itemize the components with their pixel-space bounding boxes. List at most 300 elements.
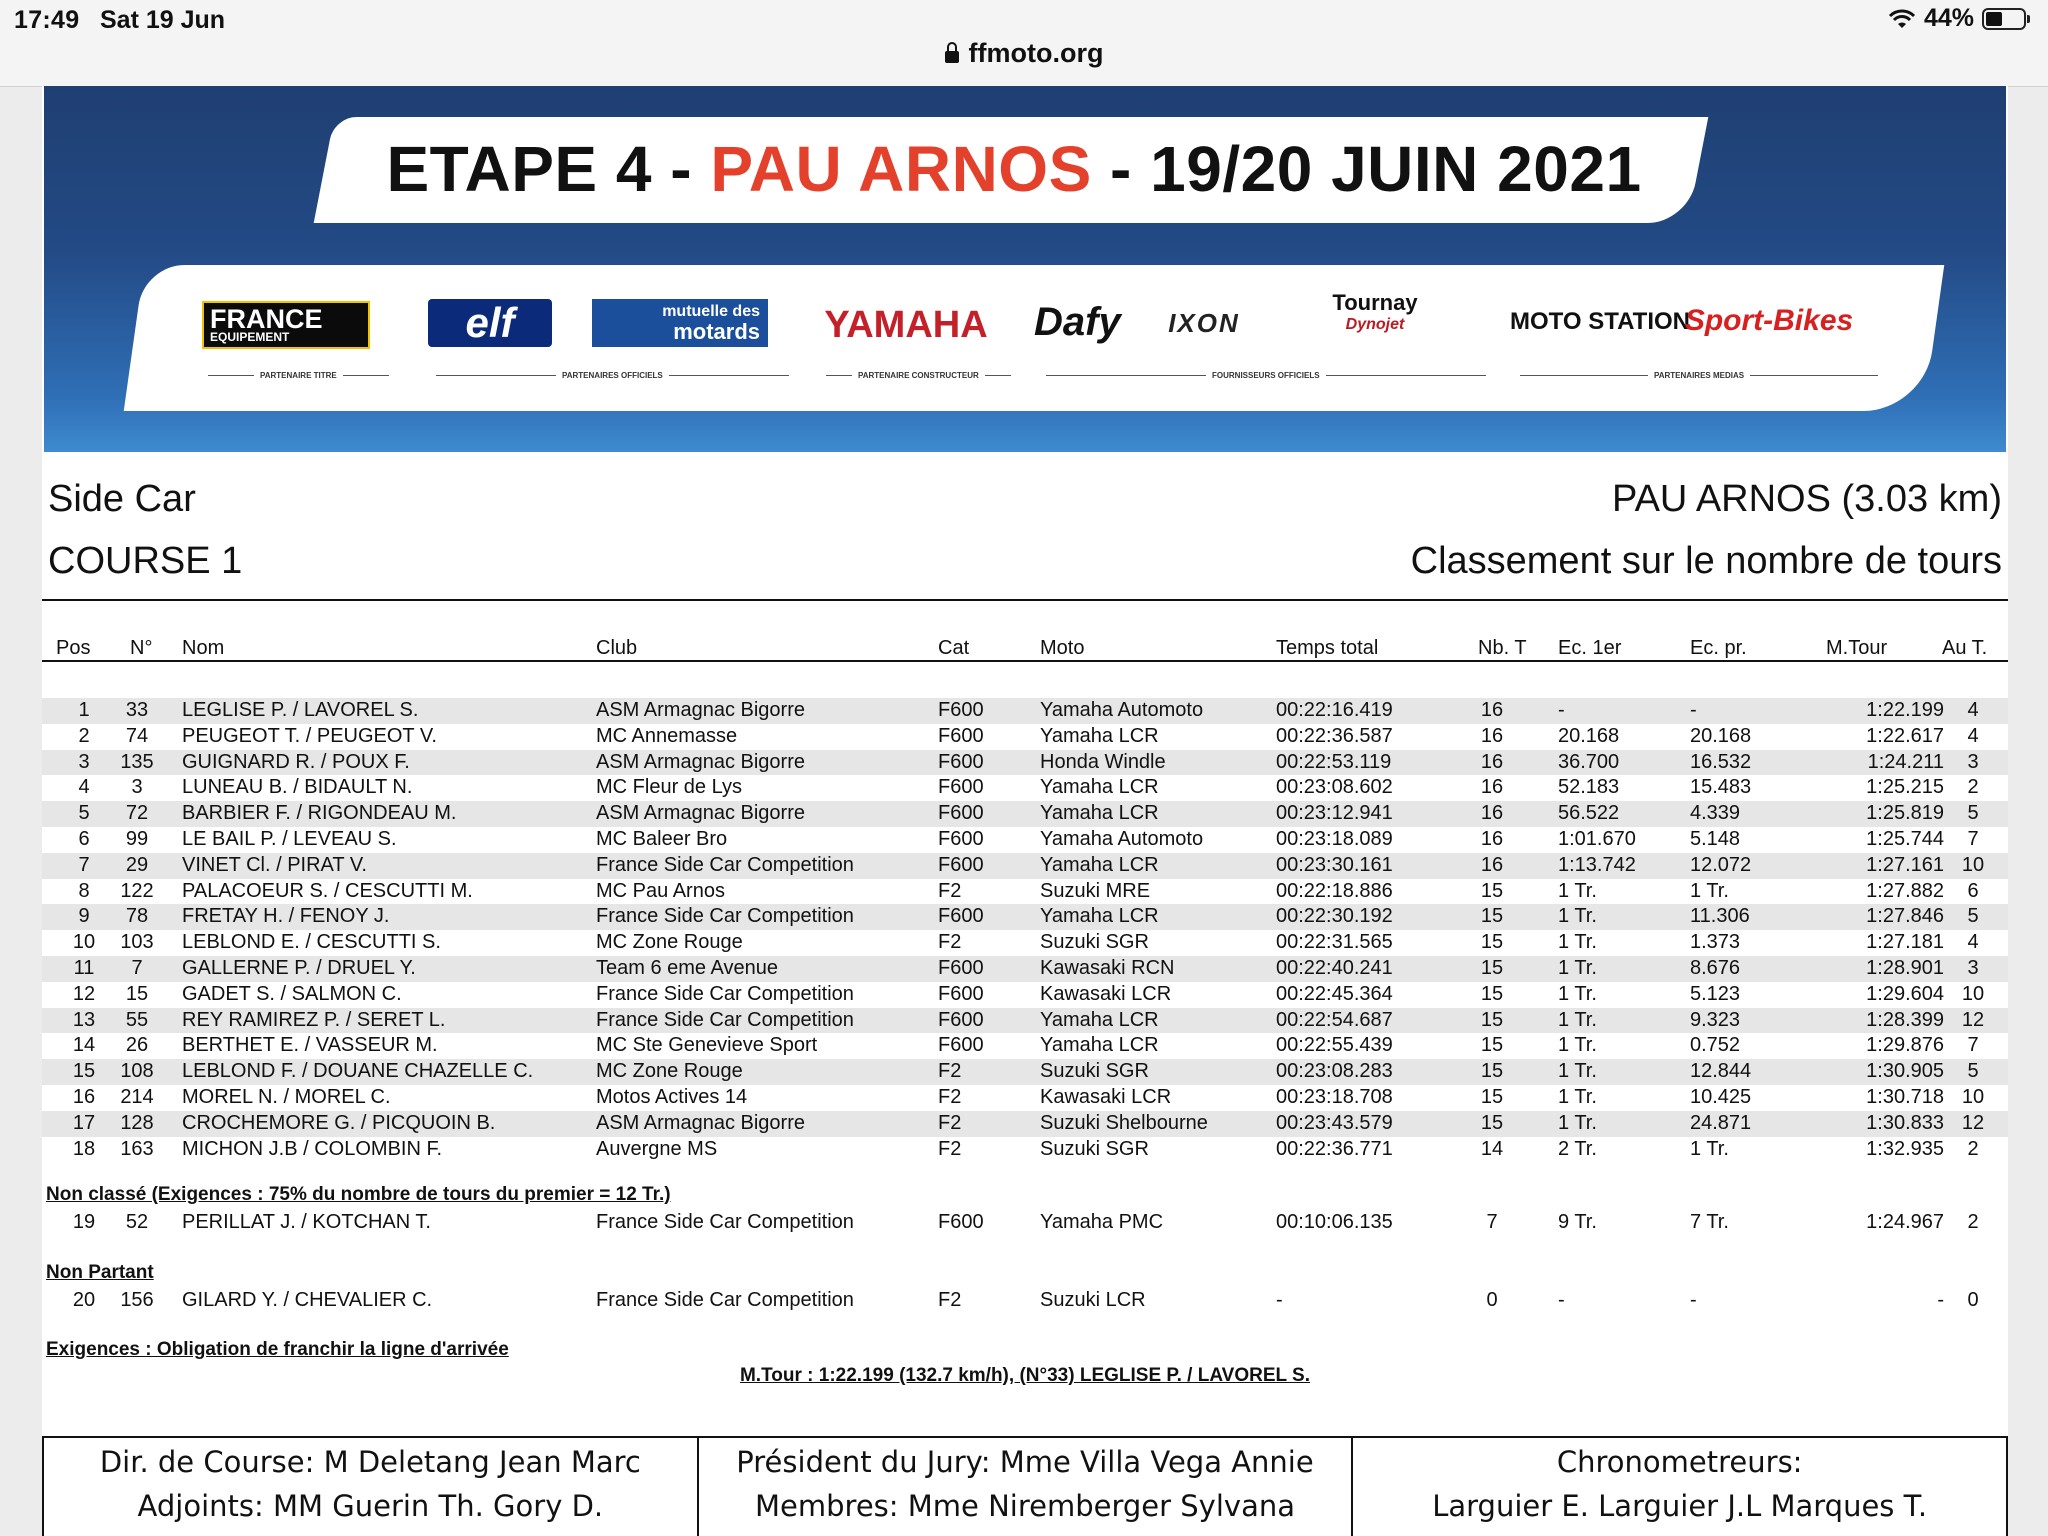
table-row — [42, 853, 2008, 879]
cell-gap-first: 1:13.742 — [1558, 853, 1636, 876]
cell-pos: 14 — [72, 1034, 96, 1057]
exigences-note: Exigences : Obligation de franchir la ligne d'arrivée — [46, 1339, 509, 1360]
cell-number: 52 — [125, 1211, 149, 1233]
cell-best-lap: 1:22.199 — [1866, 699, 1944, 721]
cell-best-lap: 1:29.604 — [1866, 982, 1944, 1005]
cell-category: F600 — [938, 1211, 984, 1233]
official-line: Chronometreurs: — [1556, 1445, 1803, 1479]
cell-laps: 15 — [1480, 1008, 1504, 1031]
col-best-lap-number: Au T. — [1942, 637, 1988, 659]
cell-gap-previous: 15.483 — [1690, 776, 1752, 799]
cell-laps: 16 — [1480, 750, 1504, 773]
cell-club: ASM Armagnac Bigorre — [596, 750, 805, 773]
cell-gap-previous: 5.148 — [1690, 828, 1741, 850]
event-banner — [44, 86, 2006, 452]
cell-best-lap-number: 4 — [1967, 699, 1979, 721]
cell-gap-previous: 9.323 — [1690, 1008, 1741, 1031]
cell-best-lap-number: 5 — [1967, 1060, 1979, 1083]
cell-best-lap: 1:27.882 — [1866, 879, 1944, 902]
cell-laps: 15 — [1480, 931, 1504, 954]
cell-moto: Yamaha Automoto — [1040, 699, 1204, 721]
cell-gap-previous: 16.532 — [1690, 750, 1752, 773]
table-row — [42, 801, 2008, 827]
ranking-type: Classement sur le nombre de tours — [1410, 540, 2002, 582]
cell-name: LEGLISE P. / LAVOREL S. — [182, 699, 419, 721]
date: Sat 19 Jun — [100, 6, 226, 34]
cell-gap-previous: 4.339 — [1690, 802, 1741, 825]
cell-pos: 7 — [78, 853, 90, 876]
cell-laps: 15 — [1480, 1060, 1504, 1083]
table-row — [42, 1288, 2008, 1314]
cell-laps: 7 — [1486, 1211, 1498, 1233]
cell-number: 135 — [120, 750, 154, 773]
cell-gap-first: - — [1558, 699, 1565, 721]
caption-official-suppliers: FOURNISSEURS OFFICIELS — [1040, 371, 1470, 380]
cell-best-lap-number: 7 — [1967, 828, 1979, 850]
cell-name: LE BAIL P. / LEVEAU S. — [182, 828, 397, 850]
non-partant-label: Non Partant — [46, 1262, 154, 1283]
sponsor-dafy-logo: Dafy — [1034, 300, 1121, 344]
cell-number: 214 — [120, 1086, 154, 1108]
cell-number: 7 — [131, 957, 143, 979]
cell-best-lap: 1:25.744 — [1866, 828, 1944, 850]
cell-moto: Suzuki SGR — [1040, 931, 1149, 954]
cell-name: GADET S. / SALMON C. — [182, 982, 402, 1005]
col-name: Nom — [182, 637, 225, 659]
cell-laps: 16 — [1480, 802, 1504, 825]
cell-total-time: 00:23:12.941 — [1276, 802, 1393, 825]
cell-best-lap: 1:32.935 — [1866, 1137, 1944, 1160]
cell-pos: 12 — [72, 982, 96, 1005]
results-table-header — [42, 634, 2008, 662]
cell-number: 122 — [120, 879, 154, 902]
cell-number: 74 — [125, 724, 149, 747]
cell-pos: 1 — [78, 699, 90, 721]
cell-total-time: 00:22:53.119 — [1276, 750, 1392, 773]
cell-pos: 8 — [78, 879, 90, 902]
title-dates: - 19/20 JUIN 2021 — [1091, 133, 1642, 205]
cell-total-time: 00:22:36.587 — [1276, 724, 1393, 747]
cell-best-lap-number: 2 — [1967, 1137, 1979, 1160]
caption-media-partners: PARTENAIRES MEDIAS — [1514, 371, 1854, 380]
col-gap-previous: Ec. pr. — [1690, 637, 1747, 659]
cell-best-lap-number: 3 — [1967, 750, 1979, 773]
event-title — [344, 132, 1684, 206]
cell-category: F600 — [938, 776, 984, 799]
circuit-title: PAU ARNOS (3.03 km) — [1612, 478, 2002, 520]
cell-best-lap-number: 10 — [1961, 853, 1985, 876]
cell-total-time: 00:22:36.771 — [1276, 1137, 1393, 1160]
cell-name: FRETAY H. / FENOY J. — [182, 905, 390, 928]
table-header-divider — [42, 660, 2008, 662]
table-row — [42, 724, 2008, 750]
cell-gap-previous: 1.373 — [1690, 931, 1741, 954]
cell-best-lap: 1:28.901 — [1866, 957, 1944, 979]
cell-moto: Yamaha Automoto — [1040, 828, 1204, 850]
cell-club: France Side Car Competition — [596, 1289, 854, 1311]
sponsor-moto-station-logo: MOTO STATION — [1510, 308, 1690, 335]
cell-best-lap-number: 10 — [1961, 982, 1985, 1005]
cell-club: France Side Car Competition — [596, 853, 854, 876]
col-club: Club — [596, 637, 638, 659]
col-number: N° — [130, 637, 153, 659]
cell-club: MC Ste Genevieve Sport — [596, 1034, 818, 1057]
title-venue: PAU ARNOS — [710, 133, 1092, 205]
cell-best-lap: 1:27.181 — [1866, 931, 1944, 954]
cell-number: 3 — [131, 776, 143, 799]
cell-laps: 16 — [1480, 724, 1504, 747]
sponsor-yamaha-logo: YAMAHA — [824, 304, 988, 346]
results-page — [42, 86, 2008, 1536]
cell-best-lap-number: 10 — [1961, 1086, 1985, 1108]
cell-name: GILARD Y. / CHEVALIER C. — [182, 1289, 433, 1311]
cell-best-lap: 1:30.905 — [1866, 1060, 1944, 1083]
cell-category: F600 — [938, 750, 984, 773]
cell-category: F2 — [938, 1086, 962, 1108]
cell-laps: 16 — [1480, 776, 1504, 799]
official-line: Membres: Mme Niremberger Sylvana — [755, 1489, 1295, 1523]
cell-moto: Suzuki LCR — [1040, 1289, 1146, 1311]
official-line: Adjoints: MM Guerin Th. Gory D. — [137, 1489, 604, 1523]
cell-best-lap: 1:28.399 — [1866, 1008, 1944, 1031]
cell-pos: 11 — [73, 957, 95, 979]
officials-table — [42, 1436, 2008, 1536]
url-text: ffmoto.org — [968, 38, 1104, 68]
table-row — [42, 1059, 2008, 1085]
cell-category: F2 — [938, 931, 962, 954]
table-row — [42, 1085, 2008, 1111]
cell-gap-first: 52.183 — [1558, 776, 1620, 799]
cell-best-lap-number: 3 — [1967, 957, 1979, 979]
cell-moto: Suzuki Shelbourne — [1040, 1111, 1208, 1134]
col-moto: Moto — [1040, 637, 1085, 659]
cell-number: 26 — [125, 1034, 149, 1057]
table-row — [42, 1008, 2008, 1034]
cell-best-lap-number: 12 — [1961, 1008, 1985, 1031]
cell-moto: Yamaha LCR — [1040, 724, 1159, 747]
cell-best-lap-number: 2 — [1967, 1211, 1979, 1233]
cell-number: 29 — [125, 853, 149, 876]
cell-category: F2 — [938, 1289, 962, 1311]
cell-club: MC Fleur de Lys — [596, 776, 742, 799]
col-category: Cat — [938, 637, 970, 659]
cell-gap-first: 56.522 — [1558, 802, 1620, 825]
cell-club: MC Annemasse — [596, 724, 738, 747]
cell-category: F600 — [938, 1034, 984, 1057]
cell-total-time: 00:22:31.565 — [1276, 931, 1393, 954]
cell-number: 15 — [125, 982, 149, 1005]
best-lap-note: M.Tour : 1:22.199 (132.7 km/h), (N°33) LEGLISE P. / LAVOREL S. — [739, 1365, 1310, 1386]
cell-number: 108 — [120, 1060, 154, 1083]
cell-category: F600 — [938, 1008, 984, 1031]
cell-name: LEBLOND F. / DOUANE CHAZELLE C. — [182, 1060, 534, 1083]
caption-title-partner: PARTENAIRE TITRE — [202, 371, 372, 380]
table-row — [42, 904, 2008, 930]
col-gap-first: Ec. 1er — [1558, 637, 1622, 659]
cell-total-time: 00:22:55.439 — [1276, 1034, 1393, 1057]
cell-club: ASM Armagnac Bigorre — [596, 699, 805, 721]
table-row — [42, 827, 2008, 853]
table-row — [42, 698, 2008, 724]
cell-pos: 3 — [78, 750, 90, 773]
cell-best-lap-number: 12 — [1961, 1111, 1985, 1134]
cell-laps: 15 — [1480, 1111, 1504, 1134]
sponsor-elf-logo: elf — [428, 299, 552, 347]
cell-best-lap: 1:30.718 — [1866, 1086, 1944, 1108]
cell-name: PERILLAT J. / KOTCHAN T. — [182, 1211, 431, 1233]
cell-gap-previous: 11.306 — [1690, 905, 1750, 928]
cell-pos: 18 — [72, 1137, 96, 1160]
cell-pos: 6 — [78, 828, 90, 850]
table-row — [42, 982, 2008, 1008]
cell-moto: Yamaha LCR — [1040, 1008, 1159, 1031]
cell-moto: Yamaha LCR — [1040, 905, 1159, 928]
cell-club: Auvergne MS — [596, 1137, 718, 1160]
cell-total-time: 00:23:43.579 — [1276, 1111, 1393, 1134]
cell-best-lap: 1:27.161 — [1866, 853, 1944, 876]
cell-club: France Side Car Competition — [596, 1211, 854, 1233]
cell-number: 78 — [125, 905, 149, 928]
cell-number: 99 — [125, 828, 149, 850]
cell-best-lap: 1:29.876 — [1866, 1034, 1944, 1057]
cell-gap-first: - — [1558, 1289, 1565, 1311]
cell-gap-first: 1 Tr. — [1558, 1008, 1597, 1031]
cell-name: BERTHET E. / VASSEUR M. — [182, 1034, 438, 1057]
cell-total-time: 00:23:08.602 — [1276, 776, 1393, 799]
officials-race-direction — [44, 1438, 699, 1536]
table-row — [42, 775, 2008, 801]
cell-laps: 15 — [1480, 905, 1504, 928]
cell-laps: 15 — [1480, 879, 1504, 902]
cell-laps: 16 — [1480, 828, 1504, 850]
cell-moto: Yamaha LCR — [1040, 776, 1159, 799]
caption-manufacturer-partner: PARTENAIRE CONSTRUCTEUR — [820, 371, 992, 380]
cell-best-lap: 1:30.833 — [1866, 1111, 1944, 1134]
cell-pos: 13 — [72, 1008, 96, 1031]
cell-category: F2 — [938, 1137, 962, 1160]
cell-number: 33 — [125, 699, 149, 721]
cell-name: GUIGNARD R. / POUX F. — [182, 750, 410, 773]
col-pos: Pos — [56, 637, 91, 659]
cell-moto: Kawasaki LCR — [1040, 1086, 1172, 1108]
cell-moto: Yamaha LCR — [1040, 1034, 1159, 1057]
cell-total-time: 00:10:06.135 — [1276, 1211, 1393, 1233]
cell-best-lap: 1:24.211 — [1867, 750, 1944, 773]
cell-club: MC Pau Arnos — [596, 879, 725, 902]
cell-pos: 15 — [72, 1060, 96, 1083]
table-row — [42, 750, 2008, 776]
battery-level — [1986, 12, 2002, 26]
cell-club: Team 6 eme Avenue — [596, 957, 778, 979]
cell-pos: 10 — [72, 931, 96, 954]
cell-name: BARBIER F. / RIGONDEAU M. — [182, 802, 457, 825]
cell-best-lap: 1:25.819 — [1866, 802, 1944, 825]
sponsor-tournay-dynojet-logo: Tournay Dynojet — [1332, 290, 1418, 333]
sponsor-france-equipement-logo: FRANCE EQUIPEMENT — [202, 301, 370, 349]
cell-category: F600 — [938, 853, 984, 876]
cell-category: F600 — [938, 982, 984, 1005]
cell-pos: 2 — [78, 724, 90, 747]
cell-club: France Side Car Competition — [596, 905, 854, 928]
caption-official-partners: PARTENAIRES OFFICIELS — [430, 371, 770, 380]
cell-club: ASM Armagnac Bigorre — [596, 802, 805, 825]
cell-gap-first: 1 Tr. — [1558, 1111, 1597, 1134]
cell-name: PALACOEUR S. / CESCUTTI M. — [182, 879, 473, 902]
officials-jury — [699, 1438, 1354, 1536]
cell-name: MICHON J.B / COLOMBIN F. — [182, 1137, 443, 1160]
wifi-icon — [1888, 8, 1916, 30]
cell-number: 55 — [125, 1008, 149, 1031]
cell-number: 128 — [120, 1111, 154, 1134]
category-title: Side Car — [48, 478, 196, 520]
cell-moto: Honda Windle — [1040, 750, 1166, 773]
title-prefix: ETAPE 4 - — [386, 133, 711, 205]
cell-best-lap: 1:24.967 — [1866, 1211, 1944, 1233]
cell-club: MC Zone Rouge — [596, 1060, 743, 1083]
table-row — [42, 1137, 2008, 1163]
address-bar[interactable] — [0, 38, 2048, 69]
sponsor-ixon-logo: IXON — [1168, 308, 1240, 338]
cell-gap-previous: 5.123 — [1690, 982, 1741, 1005]
cell-number: 163 — [120, 1137, 154, 1160]
cell-total-time: 00:22:40.241 — [1276, 957, 1393, 979]
cell-club: France Side Car Competition — [596, 982, 854, 1005]
cell-laps: 15 — [1480, 957, 1504, 979]
cell-moto: Yamaha LCR — [1040, 802, 1159, 825]
cell-moto: Kawasaki RCN — [1040, 957, 1175, 979]
cell-moto: Suzuki SGR — [1040, 1137, 1149, 1160]
official-line: Larguier E. Larguier J.L Marques T. — [1432, 1489, 1928, 1523]
cell-category: F600 — [938, 699, 984, 721]
cell-gap-previous: 8.676 — [1690, 957, 1741, 979]
cell-pos: 4 — [78, 776, 90, 799]
cell-total-time: 00:22:45.364 — [1276, 982, 1393, 1005]
cell-gap-first: 1 Tr. — [1558, 1060, 1597, 1083]
cell-category: F600 — [938, 724, 984, 747]
cell-gap-previous: 7 Tr. — [1690, 1211, 1729, 1233]
cell-best-lap: 1:22.617 — [1866, 724, 1944, 747]
cell-name: PEUGEOT T. / PEUGEOT V. — [182, 724, 437, 747]
cell-club: MC Baleer Bro — [596, 828, 728, 850]
cell-club: ASM Armagnac Bigorre — [596, 1111, 805, 1134]
cell-laps: 15 — [1480, 1086, 1504, 1108]
cell-number: 72 — [125, 802, 149, 825]
cell-gap-first: 2 Tr. — [1558, 1137, 1597, 1160]
cell-gap-first: 36.700 — [1558, 750, 1620, 773]
cell-best-lap-number: 5 — [1967, 802, 1979, 825]
cell-laps: 15 — [1480, 982, 1504, 1005]
cell-gap-first: 9 Tr. — [1558, 1211, 1597, 1233]
cell-gap-previous: 10.425 — [1690, 1086, 1752, 1108]
cell-category: F2 — [938, 1111, 962, 1134]
cell-gap-first: 1 Tr. — [1558, 982, 1597, 1005]
col-total-time: Temps total — [1276, 637, 1379, 659]
cell-moto: Yamaha PMC — [1040, 1211, 1164, 1233]
cell-best-lap-number: 4 — [1967, 931, 1979, 954]
cell-total-time: 00:22:18.886 — [1276, 879, 1393, 902]
sponsor-mutuelle-motards-logo: mutuelle des motards — [592, 299, 768, 347]
cell-total-time: 00:22:54.687 — [1276, 1008, 1393, 1031]
cell-gap-first: 1 Tr. — [1558, 879, 1597, 902]
cell-best-lap-number: 5 — [1967, 905, 1979, 928]
official-line: Président du Jury: Mme Villa Vega Annie — [736, 1445, 1314, 1479]
cell-gap-first: 1:01.670 — [1558, 828, 1636, 850]
cell-gap-previous: 0.752 — [1690, 1034, 1741, 1057]
cell-best-lap-number: 4 — [1967, 724, 1979, 747]
battery-percent: 44% — [1923, 4, 1974, 32]
cell-gap-previous: 20.168 — [1690, 724, 1752, 747]
cell-best-lap-number: 0 — [1967, 1289, 1979, 1311]
cell-name: LUNEAU B. / BIDAULT N. — [182, 776, 413, 799]
cell-total-time: 00:23:08.283 — [1276, 1060, 1393, 1083]
cell-gap-first: 1 Tr. — [1558, 905, 1597, 928]
cell-best-lap: - — [1937, 1289, 1944, 1311]
table-row — [42, 1210, 2008, 1236]
cell-name: MOREL N. / MOREL C. — [182, 1086, 391, 1108]
cell-club: MC Zone Rouge — [596, 931, 743, 954]
cell-number: 103 — [120, 931, 154, 954]
cell-gap-previous: 1 Tr. — [1690, 1137, 1729, 1160]
cell-moto: Kawasaki LCR — [1040, 982, 1172, 1005]
cell-gap-previous: 1 Tr. — [1690, 879, 1729, 902]
cell-moto: Yamaha LCR — [1040, 853, 1159, 876]
cell-category: F2 — [938, 1060, 962, 1083]
cell-gap-previous: - — [1690, 1289, 1697, 1311]
official-line: Dir. de Course: M Deletang Jean Marc — [99, 1445, 641, 1479]
race-title: COURSE 1 — [48, 540, 243, 582]
cell-pos: 5 — [78, 802, 90, 825]
cell-club: France Side Car Competition — [596, 1008, 854, 1031]
cell-pos: 16 — [72, 1086, 96, 1108]
cell-gap-first: 1 Tr. — [1558, 1034, 1597, 1057]
cell-gap-first: 20.168 — [1558, 724, 1620, 747]
cell-category: F600 — [938, 905, 984, 928]
cell-pos: 9 — [78, 905, 90, 928]
cell-gap-previous: 12.844 — [1690, 1060, 1752, 1083]
cell-laps: 14 — [1480, 1137, 1504, 1160]
cell-pos: 19 — [72, 1211, 96, 1233]
table-row — [42, 956, 2008, 982]
cell-laps: 16 — [1480, 699, 1504, 721]
cell-category: F2 — [938, 879, 962, 902]
cell-name: LEBLOND E. / CESCUTTI S. — [182, 931, 441, 954]
officials-timekeepers — [1353, 1438, 2006, 1536]
cell-moto: Suzuki MRE — [1040, 879, 1151, 902]
cell-best-lap: 1:27.846 — [1866, 905, 1944, 928]
cell-category: F600 — [938, 802, 984, 825]
heading-divider — [42, 599, 2008, 601]
cell-best-lap-number: 6 — [1967, 879, 1979, 902]
sponsor-sport-bikes-logo: Sport-Bikes — [1684, 304, 1854, 337]
table-row — [42, 930, 2008, 956]
cell-laps: 0 — [1486, 1289, 1498, 1311]
cell-name: REY RAMIREZ P. / SERET L. — [182, 1008, 446, 1031]
browser-status-bar — [0, 0, 2048, 87]
lock-icon — [945, 51, 959, 63]
cell-gap-first: 1 Tr. — [1558, 931, 1597, 954]
cell-total-time: 00:22:16.419 — [1276, 699, 1393, 721]
cell-number: 156 — [120, 1289, 154, 1311]
status-icons — [1888, 4, 2026, 33]
cell-gap-previous: 12.072 — [1690, 853, 1752, 876]
col-laps: Nb. T — [1478, 637, 1527, 659]
cell-category: F600 — [938, 957, 984, 979]
cell-pos: 20 — [72, 1289, 96, 1311]
cell-gap-first: 1 Tr. — [1558, 957, 1597, 979]
cell-category: F600 — [938, 828, 984, 850]
cell-gap-first: 1 Tr. — [1558, 1086, 1597, 1108]
table-row — [42, 1111, 2008, 1137]
